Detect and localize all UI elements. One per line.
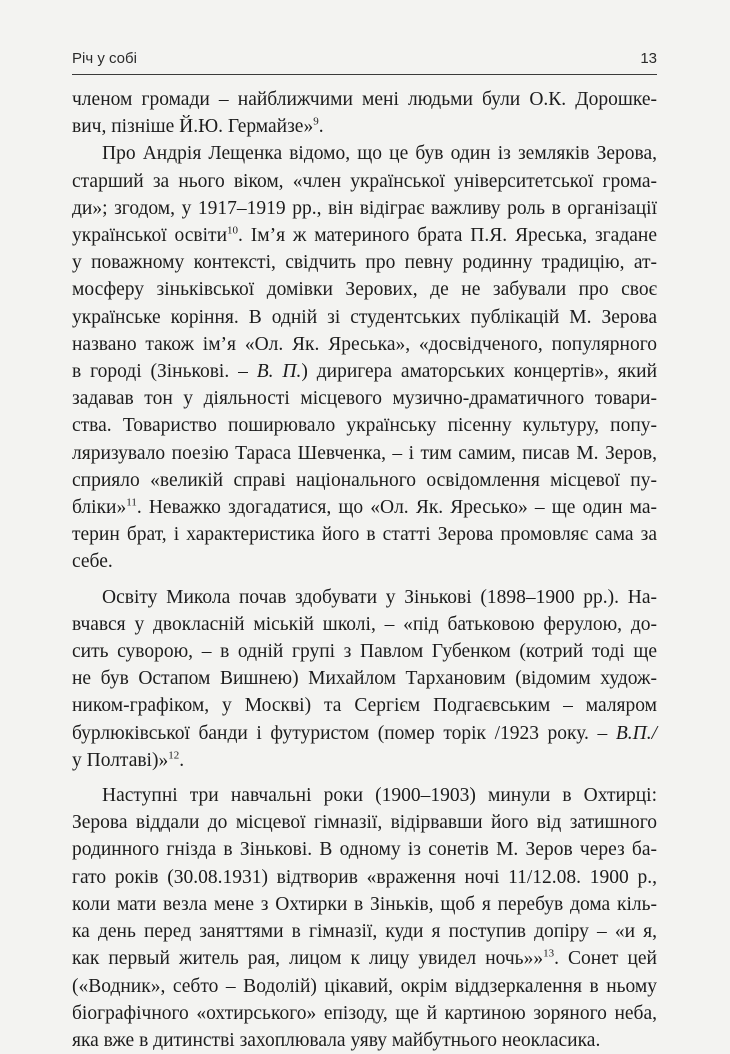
text-line: українське коріння. В одній зі студентських публікацій М. Зерова (72, 306, 657, 328)
text-line: Освіту Микола почав здобувати у Зінькові (1898–1900 рр.). На- (102, 586, 657, 608)
text-line: мосферу зіньківської домівки Зерових, де не забували про своє (72, 279, 657, 301)
text-line: сить суворою, – в одній групі з Павлом Губенком (котрий тоді ще (72, 641, 657, 663)
text-line: вчався у двокласній міській школі, – «під батьковою ферулою, до- (72, 613, 657, 635)
text-line: гато років (30.08.1931) відтворив «враження ночі 11/12.08. 1900 р., (72, 866, 657, 888)
header-rule (72, 74, 657, 75)
text-line: Зерова віддали до місцевої гімназії, відірвавши його від затишного (72, 812, 657, 834)
footnote-ref: 10 (227, 224, 239, 237)
text-line: терин брат, і характеристика його в статті Зерова промовляє сама за (72, 524, 657, 546)
text-line: біографічного «охтирського» епізоду, ще й картиною зоряного неба, (72, 1002, 657, 1024)
page-number: 13 (640, 50, 657, 67)
text-line: бліки»$^{11}$. Неважко здогадатися, що «Ол. Як. Яресько» – ще один ма- (72, 496, 657, 519)
text-line: Наступні три навчальні роки (1900–1903) минули в Охтирці: (102, 785, 657, 807)
text-line: старший за нього віком, «член української університетської грома- (72, 170, 657, 192)
text-line: бурлюківської банди і футуристом (помер торік /1923 року. – В.П./ (72, 722, 657, 744)
footnote-ref: 13 (543, 947, 555, 960)
footnote-ref: 12 (168, 749, 180, 762)
text-line: ником-графіком, у Москві) та Сергієм Подгаєвським – маляром (72, 695, 657, 717)
text-line: ка день перед заняттями в гімназії, куди я поступив допіру – «и я, (72, 921, 657, 943)
footnote-ref: 9 (313, 115, 319, 128)
footnote-ref: 11 (126, 496, 137, 509)
text-line: сприяло «великій справі національного освідомлення місцевої пу- (72, 469, 657, 491)
text-line: коли мати везла мене з Охтирки в Зіньків, щоб я перебув дома кіль- (72, 893, 657, 915)
text-line: ства. Товариство поширювало українську пісенну культуру, попу- (72, 415, 657, 437)
text-line: ляризувало поезію Тараса Шевченка, – і тим самим, писав М. Зеров, (72, 442, 657, 464)
text-line: у Полтаві)»$^{12}$. (72, 749, 185, 771)
running-head (72, 44, 657, 74)
text-line: названо також ім’я «Ол. Як. Яреська», «досвідченого, популярного (72, 333, 657, 355)
text-line: как первый житель рая, лицом к лицу увидел ночь»»$^{13}$. Сонет цей (72, 947, 657, 970)
text-line: не був Остапом Вишнею) Михайлом Тархановим (відомим худож- (72, 668, 657, 690)
text-line: ди»; згодом, у 1917–1919 рр., він відіграє важливу роль в організації (72, 197, 657, 219)
text-line: («Водник», себто – Водолій) цікавий, окрім віддзеркалення в ньому (72, 975, 657, 997)
text-line: української освіти$^{10}$. Ім’я ж материного брата П.Я. Яреська, згадане (72, 224, 657, 247)
text-line: Про Андрія Лещенка відомо, що це був один із земляків Зерова, (102, 143, 657, 165)
running-title: Річ у собі (72, 50, 137, 67)
text-line: в городі (Зіньковi. – В. П.) диригера аматорських концертів», який (72, 361, 657, 383)
text-line: родинного гнізда в Зінькові. В одному із сонетів М. Зеров через ба- (72, 839, 657, 861)
text-line: у поважному контексті, свідчить про певну родинну традицію, ат- (72, 252, 657, 274)
text-line: задавав тон у діяльності місцевого музично-драматичного товари- (72, 388, 657, 410)
text-line: вич, пізніше Й.Ю. Гермайзе»$^9$. (72, 115, 324, 138)
text-line: яка вже в дитинстві захоплювала уяву майбутнього неокласика. (72, 1029, 601, 1051)
text-line: себе. (72, 551, 113, 573)
text-line: членом громади – найближчими мені людьми були О.К. Дорошке- (72, 89, 657, 110)
body-text (72, 86, 657, 1054)
